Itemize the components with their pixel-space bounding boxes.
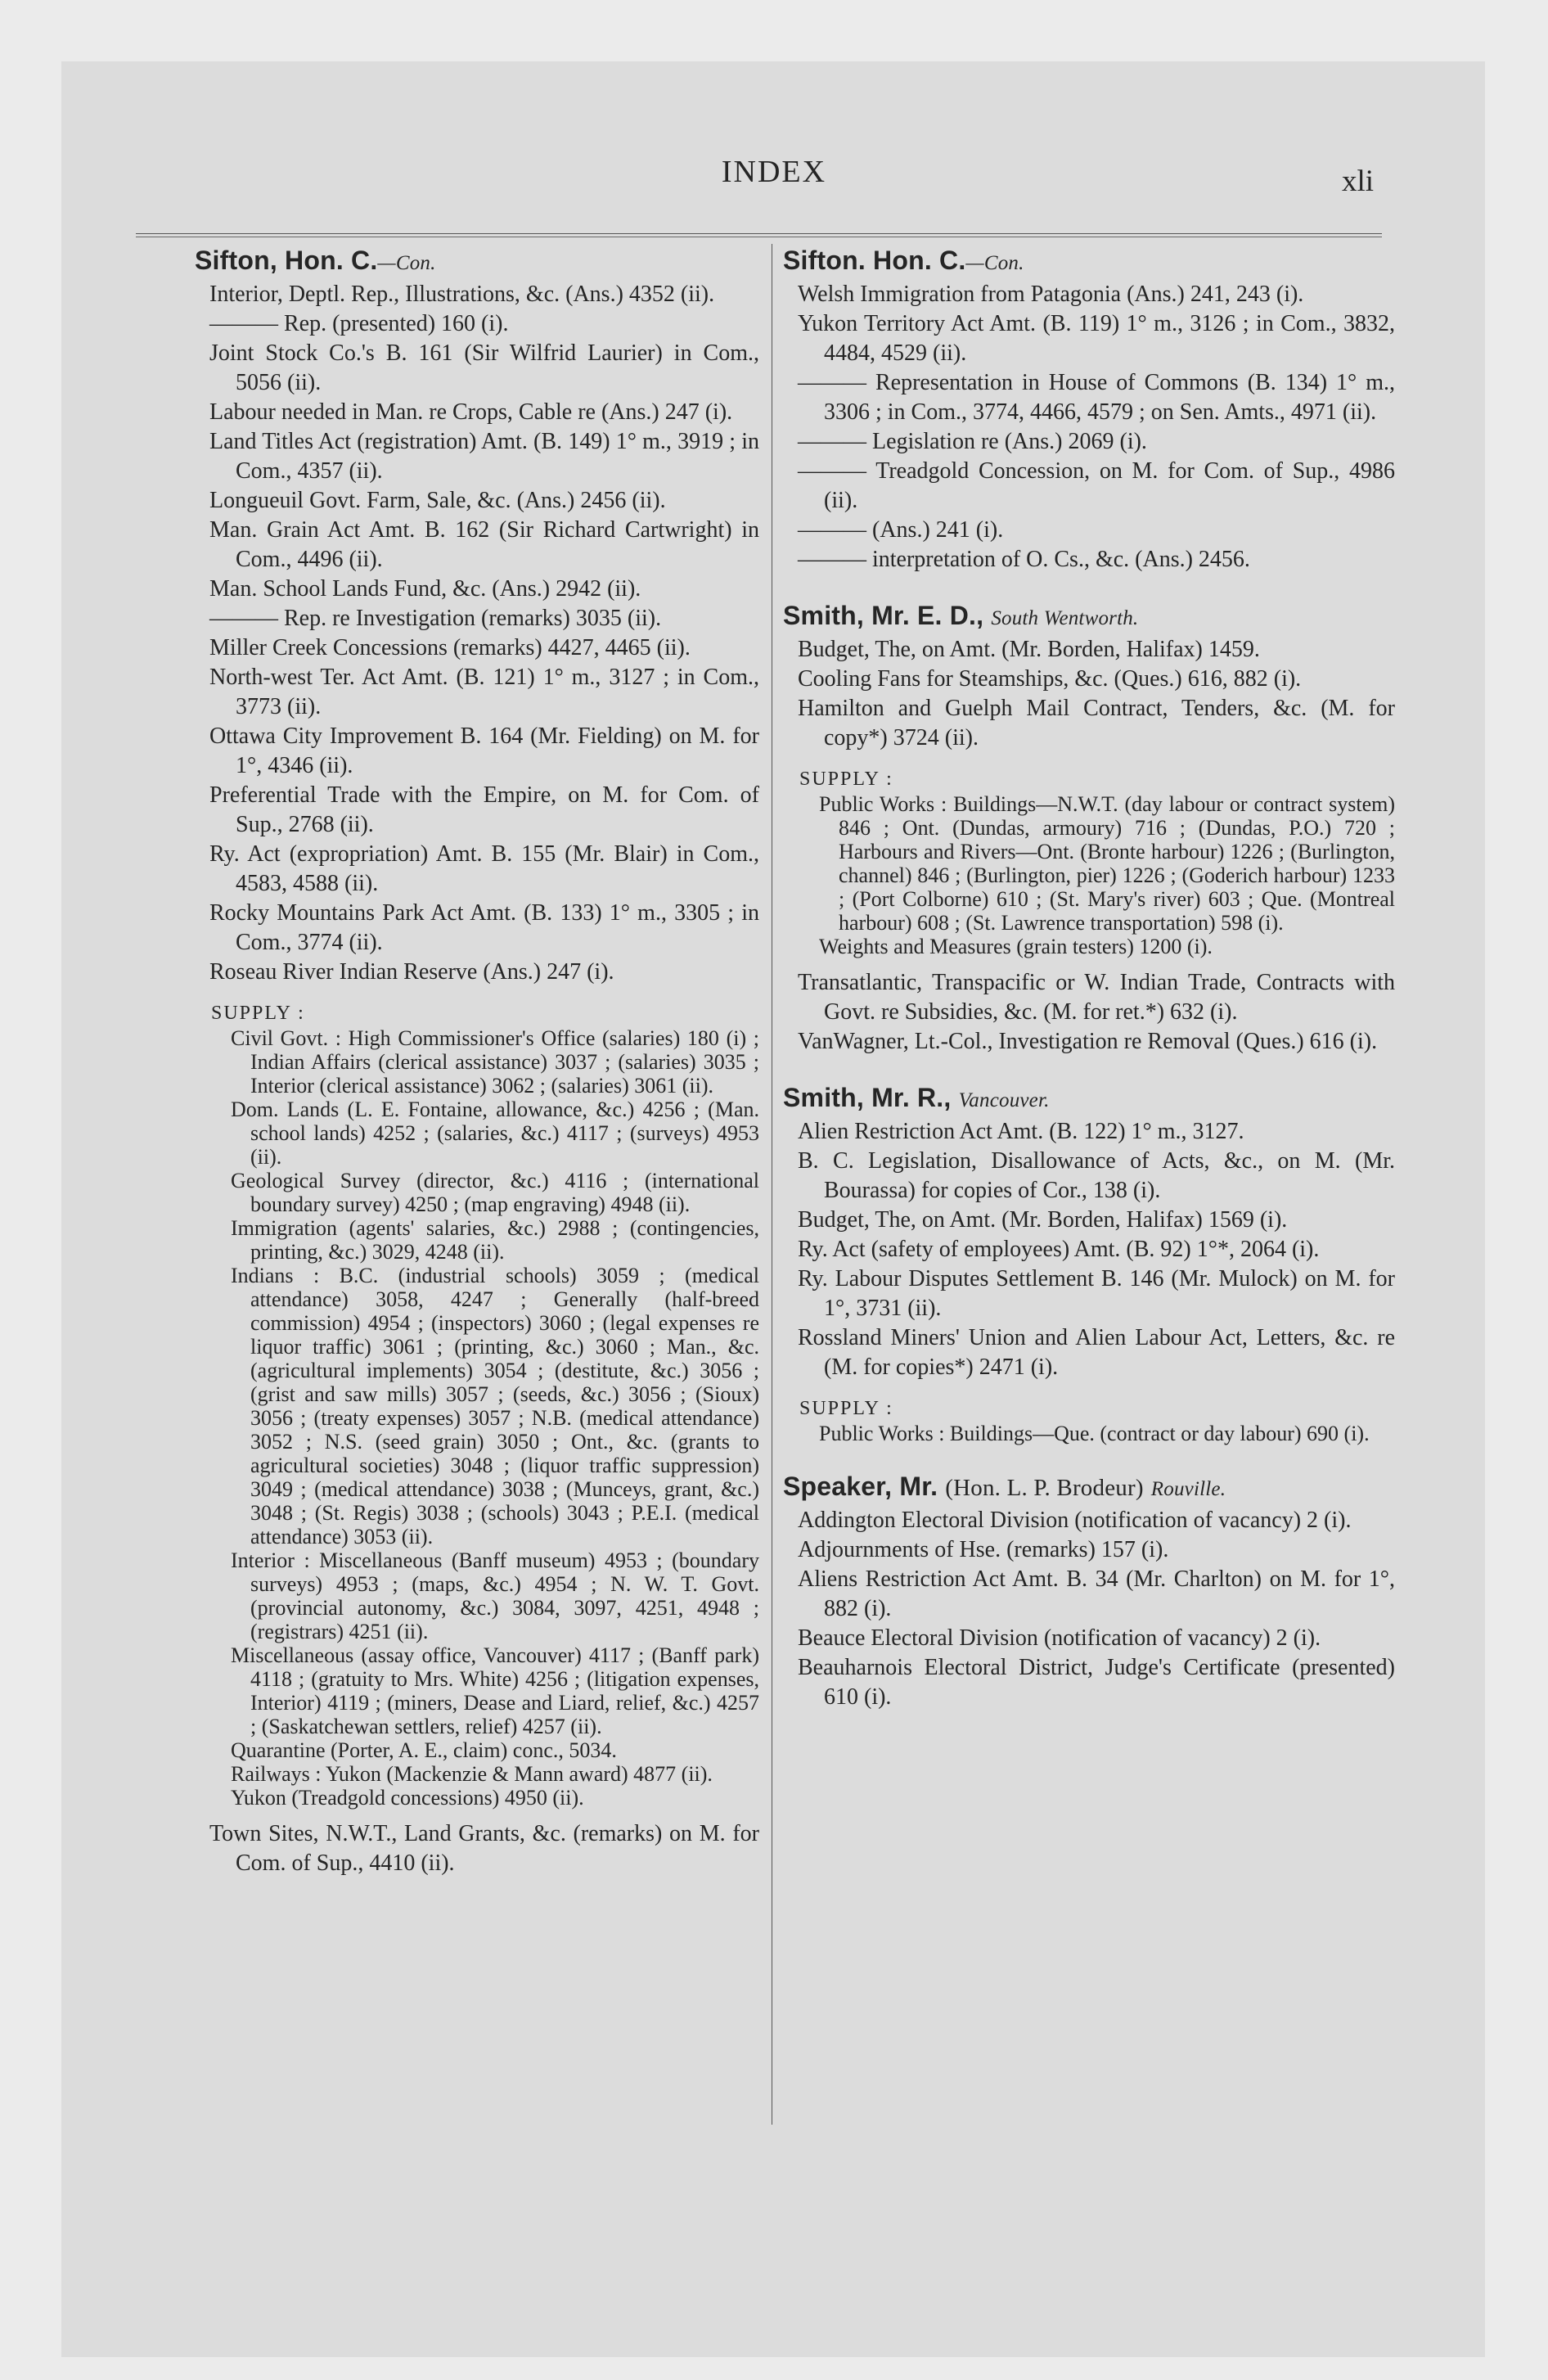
supply-item: Miscellaneous (assay office, Vancouver) 4117 ; (Banff park) 4118 ; (gratuity to Mrs. White) 4256 ; (litigation expenses, Interior) 4119 ; (miners, Dease and Liard, relief, &c.) 4257 ; (Saskatchewan settlers, relief) 4257 (ii).: [231, 1643, 759, 1738]
heading-name: Smith, Mr. R.,: [783, 1083, 952, 1112]
index-entry: Man. Grain Act Amt. B. 162 (Sir Richard Cartwright) in Com., 4496 (ii).: [209, 517, 759, 572]
index-entry: ——— (Ans.) 241 (i).: [798, 517, 1004, 543]
index-entry: Miller Creek Concessions (remarks) 4427, 4465 (ii).: [209, 635, 691, 660]
entry-heading: [185, 244, 759, 280]
supply-item: Dom. Lands (L. E. Fontaine, allowance, &c.) 4256 ; (Man. school lands) 4252 ; (salaries, &c.) 4117 ; (surveys) 4953 (ii).: [231, 1098, 759, 1169]
index-entry: ——— Rep. (presented) 160 (i).: [209, 311, 509, 336]
heading-riding: Rouville.: [1150, 1478, 1226, 1500]
supply-item: Geological Survey (director, &c.) 4116 ; (international boundary survey) 4250 ; (map engraving) 4948 (ii).: [231, 1169, 759, 1216]
index-entry: Ry. Labour Disputes Settlement B. 146 (Mr. Mulock) on M. for 1°, 3731 (ii).: [798, 1266, 1395, 1321]
index-entry: Longueuil Govt. Farm, Sale, &c. (Ans.) 2456 (ii).: [209, 488, 666, 513]
entry-list: [185, 1819, 759, 1878]
index-entry: Preferential Trade with the Empire, on M. for Com. of Sup., 2768 (ii).: [209, 782, 759, 837]
entry-list: [185, 280, 759, 987]
index-entry: Transatlantic, Transpacific or W. Indian Trade, Contracts with Govt. re Subsidies, &c. (M. for ret.*) 632 (i).: [798, 970, 1395, 1025]
index-entry: Labour needed in Man. re Crops, Cable re (Ans.) 247 (i).: [209, 399, 733, 425]
supply-item: Immigration (agents' salaries, &c.) 2988 ; (contingencies, printing, &c.) 3029, 4248 (ii).: [231, 1216, 759, 1264]
index-entry: Ry. Act (safety of employees) Amt. (B. 92) 1°*, 2064 (i).: [798, 1237, 1320, 1262]
supply-label: SUPPLY :: [211, 1003, 305, 1024]
index-entry: Beauharnois Electoral District, Judge's Certificate (presented) 610 (i).: [798, 1655, 1395, 1710]
heading-riding: South Wentworth.: [991, 607, 1139, 629]
index-entry: Roseau River Indian Reserve (Ans.) 247 (i).: [209, 959, 614, 985]
index-entry: Budget, The, on Amt. (Mr. Borden, Halifax) 1569 (i).: [798, 1207, 1288, 1233]
index-entry: Beauce Electoral Division (notification of vacancy) 2 (i).: [798, 1625, 1321, 1651]
entry-list: [773, 1506, 1395, 1712]
index-entry: ——— interpretation of O. Cs., &c. (Ans.) 2456.: [798, 547, 1250, 572]
index-entry: Adjournments of Hse. (remarks) 157 (i).: [798, 1537, 1169, 1562]
index-entry: VanWagner, Lt.-Col., Investigation re Removal (Ques.) 616 (i).: [798, 1029, 1378, 1054]
heading-suffix: —Con.: [377, 252, 436, 274]
heading-riding: Vancouver.: [958, 1089, 1050, 1111]
heading-name: Smith, Mr. E. D.,: [783, 601, 984, 630]
index-entry: Yukon Territory Act Amt. (B. 119) 1° m., 3126 ; in Com., 3832, 4484, 4529 (ii).: [798, 311, 1395, 366]
right-column: [773, 244, 1395, 1712]
index-entry: Town Sites, N.W.T., Land Grants, &c. (remarks) on M. for Com. of Sup., 4410 (ii).: [209, 1821, 759, 1876]
supply-item: Quarantine (Porter, A. E., claim) conc., 5034.: [231, 1738, 617, 1762]
heading-name: Sifton. Hon. C.: [783, 246, 966, 275]
entry-heading: [773, 1470, 1395, 1506]
supply-item: Public Works : Buildings—N.W.T. (day labour or contract system) 846 ; Ont. (Dundas, armoury) 716 ; (Dundas, P.O.) 720 ; Harbours and Rivers—Ont. (Bronte harbour) 1226 ; (Burlington, channel) 846 ; (Burlington, pier) 1226 ; (Goderich harbour) 1233 ; (Port Colborne) 610 ; (St. Mary's river) 603 ; Que. (Montreal harbour) 608 ; (St. Lawrence transportation) 598 (i).: [819, 792, 1395, 935]
supply-list: [773, 1422, 1395, 1445]
supply-item: Interior : Miscellaneous (Banff museum) 4953 ; (boundary surveys) 4953 ; (maps, &c.) 4954 ; N. W. T. Govt. (provincial autonomy, &c.) 3084, 3097, 4251, 4948 ; (registrars) 4251 (ii).: [231, 1548, 759, 1643]
index-entry: Rossland Miners' Union and Alien Labour Act, Letters, &c. re (M. for copies*) 2471 (i).: [798, 1325, 1395, 1380]
speaker-block: [773, 1470, 1395, 1712]
entry-list: [773, 635, 1395, 753]
left-column: [185, 244, 759, 1878]
index-entry: Ottawa City Improvement B. 164 (Mr. Fielding) on M. for 1°, 4346 (ii).: [209, 723, 759, 778]
index-entry: Cooling Fans for Steamships, &c. (Ques.) 616, 882 (i).: [798, 666, 1302, 692]
supply-item: Weights and Measures (grain testers) 1200 (i).: [819, 935, 1213, 958]
index-entry: Interior, Deptl. Rep., Illustrations, &c. (Ans.) 4352 (ii).: [209, 282, 715, 307]
entry-list: [773, 280, 1395, 575]
page-title: INDEX: [721, 155, 827, 189]
index-entry: Joint Stock Co.'s B. 161 (Sir Wilfrid Laurier) in Com., 5056 (ii).: [209, 340, 759, 395]
index-entry: Hamilton and Guelph Mail Contract, Tenders, &c. (M. for copy*) 3724 (ii).: [798, 696, 1395, 751]
index-entry: ——— Rep. re Investigation (remarks) 3035 (ii).: [209, 606, 662, 631]
header-rule: [136, 233, 1382, 237]
heading-suffix: —Con.: [965, 252, 1024, 274]
index-entry: Ry. Act (expropriation) Amt. B. 155 (Mr. Blair) in Com., 4583, 4588 (ii).: [209, 841, 759, 896]
smith-e-block: [773, 599, 1395, 1057]
index-entry: ——— Legislation re (Ans.) 2069 (i).: [798, 429, 1147, 454]
index-entry: Rocky Mountains Park Act Amt. (B. 133) 1° m., 3305 ; in Com., 3774 (ii).: [209, 900, 759, 955]
page-number: xli: [1342, 165, 1375, 198]
index-entry: Aliens Restriction Act Amt. B. 34 (Mr. Charlton) on M. for 1°, 882 (i).: [798, 1566, 1395, 1621]
heading-name: Sifton, Hon. C.: [195, 246, 378, 275]
entry-heading: [773, 1081, 1395, 1117]
smith-r-block: [773, 1081, 1395, 1445]
index-entry: Welsh Immigration from Patagonia (Ans.) 241, 243 (i).: [798, 282, 1304, 307]
heading-name: Speaker, Mr.: [783, 1472, 938, 1501]
supply-label: SUPPLY :: [799, 1398, 893, 1419]
supply-item: Civil Govt. : High Commissioner's Office (salaries) 180 (i) ; Indian Affairs (clerical assistance) 3037 ; (salaries) 3035 ; Interior (clerical assistance) 3062 ; (salaries) 3061 (ii).: [231, 1026, 759, 1098]
supply-item: Railways : Yukon (Mackenzie & Mann award) 4877 (ii).: [231, 1762, 713, 1786]
index-entry: Budget, The, on Amt. (Mr. Borden, Halifax) 1459.: [798, 637, 1260, 662]
supply-item: Indians : B.C. (industrial schools) 3059 ; (medical attendance) 3058, 4247 ; Generally (half-breed commission) 4954 ; (inspectors) 3060 ; (legal expenses re liquor traffic) 3061 ; (printing, &c.) 3060 ; Man., &c. (agricultural implements) 3054 ; (destitute, &c.) 3056 ; (grist and saw mills) 3057 ; (seeds, &c.) 3056 ; (Sioux) 3056 ; (treaty expenses) 3057 ; N.B. (medical attendance) 3052 ; N.S. (seed grain) 3050 ; Ont., &c. (grants to agricultural societies) 3048 ; (liquor traffic suppression) 3049 ; (medical attendance) 3038 ; (Munceys, grant, &c.) 3048 ; (St. Regis) 3038 ; (schools) 3043 ; P.E.I. (medical attendance) 3053 (ii).: [231, 1264, 759, 1548]
index-entry: ——— Representation in House of Commons (B. 134) 1° m., 3306 ; in Com., 3774, 4466, 4579 ; on Sen. Amts., 4971 (ii).: [798, 370, 1395, 425]
supply-label: SUPPLY :: [799, 769, 893, 790]
index-entry: Alien Restriction Act Amt. (B. 122) 1° m., 3127.: [798, 1119, 1244, 1144]
index-entry: Man. School Lands Fund, &c. (Ans.) 2942 (ii).: [209, 576, 641, 602]
entry-heading: [773, 599, 1395, 635]
index-entry: North-west Ter. Act Amt. (B. 121) 1° m., 3127 ; in Com., 3773 (ii).: [209, 665, 759, 719]
supply-item: Yukon (Treadgold concessions) 4950 (ii).: [231, 1786, 584, 1810]
index-entry: Addington Electoral Division (notification of vacancy) 2 (i).: [798, 1508, 1352, 1533]
supply-list: [185, 1026, 759, 1810]
supply-item: Public Works : Buildings—Que. (contract or day labour) 690 (i).: [819, 1422, 1370, 1445]
index-entry: Land Titles Act (registration) Amt. (B. 149) 1° m., 3919 ; in Com., 4357 (ii).: [209, 429, 759, 484]
entry-heading: [773, 244, 1395, 280]
heading-extra: (Hon. L. P. Brodeur): [945, 1475, 1144, 1501]
entry-list: [773, 968, 1395, 1057]
index-entry: ——— Treadgold Concession, on M. for Com. of Sup., 4986 (ii).: [798, 458, 1395, 513]
entry-list: [773, 1117, 1395, 1382]
index-entry: B. C. Legislation, Disallowance of Acts, &c., on M. (Mr. Bourassa) for copies of Cor., 138 (i).: [798, 1148, 1395, 1203]
supply-list: [773, 792, 1395, 958]
sifton-block: [773, 244, 1395, 575]
